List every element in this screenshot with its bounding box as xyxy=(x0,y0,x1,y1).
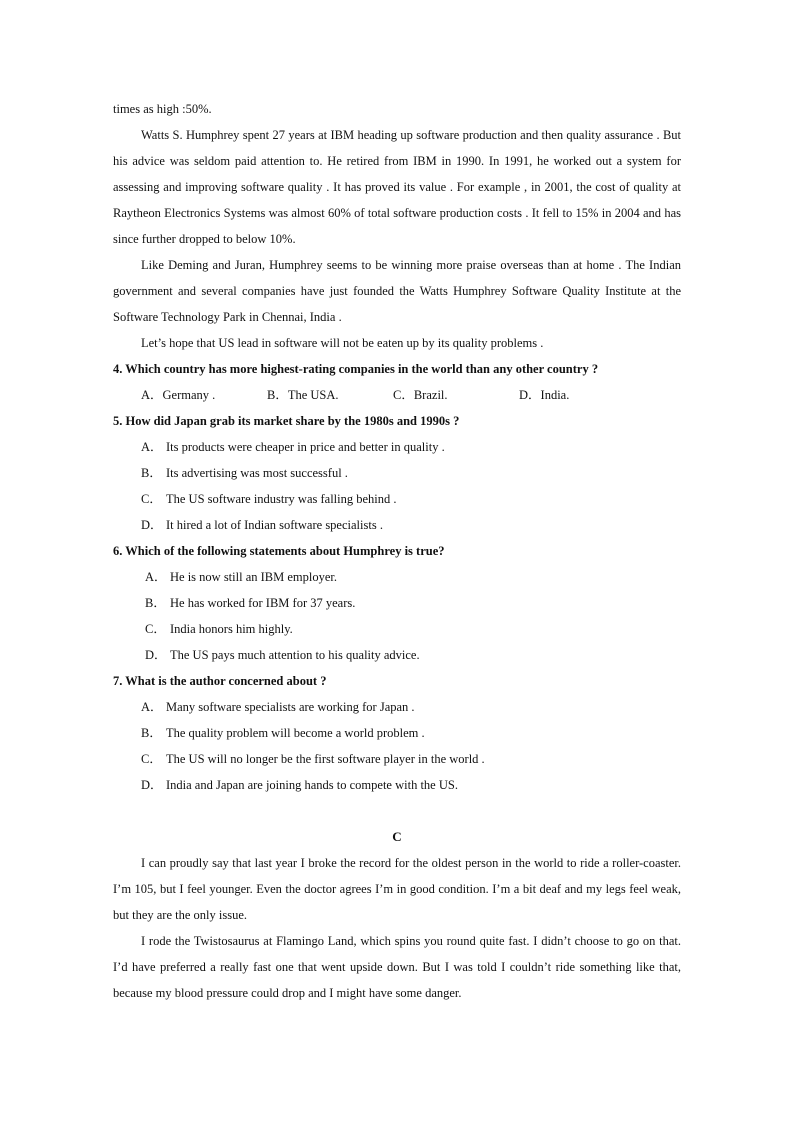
question-7-option-a[interactable]: A． Many software specialists are working for Japan . xyxy=(141,700,415,714)
passage-b-fragment: times as high :50%. xyxy=(113,102,212,116)
question-4-option-b[interactable]: B．The USA. xyxy=(267,388,339,402)
question-6-option-c[interactable]: C． India honors him highly. xyxy=(145,622,293,636)
passage-b-paragraph-hope: Let’s hope that US lead in software will not be eaten up by its quality problems . xyxy=(141,336,544,350)
question-5-option-d[interactable]: D． It hired a lot of Indian software specialists . xyxy=(141,518,383,532)
question-7-option-b[interactable]: B． The quality problem will become a world problem . xyxy=(141,726,425,740)
passage-c-paragraph-record: I can proudly say that last year I broke the record for the oldest person in the world to ride a roller-coaster. I’m 105, but I feel younger. Even the doctor agrees I’m in good condition. I’m a bit deaf and my legs feel weak, but they are the only issue. xyxy=(113,856,681,922)
question-7-option-d[interactable]: D． India and Japan are joining hands to compete with the US. xyxy=(141,778,458,792)
question-6-option-a[interactable]: A． He is now still an IBM employer. xyxy=(145,570,337,584)
passage-c-paragraph-ride: I rode the Twistosaurus at Flamingo Land, which spins you round quite fast. I didn’t choose to go on that. I’d have preferred a really fast one that went upside down. But I was told I couldn’t ride something like that, because my blood pressure could drop and I might have some danger. xyxy=(113,934,681,1000)
question-4-stem: 4. Which country has more highest-rating companies in the world than any other country ? xyxy=(113,362,599,376)
question-7-option-c[interactable]: C． The US will no longer be the first software player in the world . xyxy=(141,752,485,766)
question-6-stem: 6. Which of the following statements about Humphrey is true? xyxy=(113,544,445,558)
question-4-options xyxy=(113,382,681,408)
passage-b-paragraph-praise: Like Deming and Juran, Humphrey seems to be winning more praise overseas than at home . The Indian government and several companies have just founded the Watts Humphrey Software Quality Institute at the Software Technology Park in Chennai, India . xyxy=(113,258,681,324)
question-4-option-c[interactable]: C．Brazil. xyxy=(393,388,448,402)
question-6-option-d[interactable]: D． The US pays much attention to his quality advice. xyxy=(145,648,420,662)
passage-b-paragraph-humphrey: Watts S. Humphrey spent 27 years at IBM heading up software production and then quality assurance . But his advice was seldom paid attention to. He retired from IBM in 1990. In 1991, he worked out a system for assessing and improving software quality . It has proved its value . For example , in 2001, the cost of quality at Raytheon Electronics Systems was almost 60% of total software production costs . It fell to 15% in 2004 and has since further dropped to below 10%. xyxy=(113,128,681,246)
question-5-option-b[interactable]: B． Its advertising was most successful . xyxy=(141,466,348,480)
question-4-option-d[interactable]: D．India. xyxy=(519,388,570,402)
question-6-option-b[interactable]: B． He has worked for IBM for 37 years. xyxy=(145,596,356,610)
question-7-stem: 7. What is the author concerned about ? xyxy=(113,674,327,688)
document-page xyxy=(113,96,681,1006)
question-5-stem: 5. How did Japan grab its market share by the 1980s and 1990s ? xyxy=(113,414,460,428)
question-4-option-a[interactable]: A．Germany . xyxy=(141,388,216,402)
section-c-heading: C xyxy=(392,829,402,844)
question-5-option-a[interactable]: A． Its products were cheaper in price and better in quality . xyxy=(141,440,445,454)
question-5-option-c[interactable]: C． The US software industry was falling behind . xyxy=(141,492,397,506)
